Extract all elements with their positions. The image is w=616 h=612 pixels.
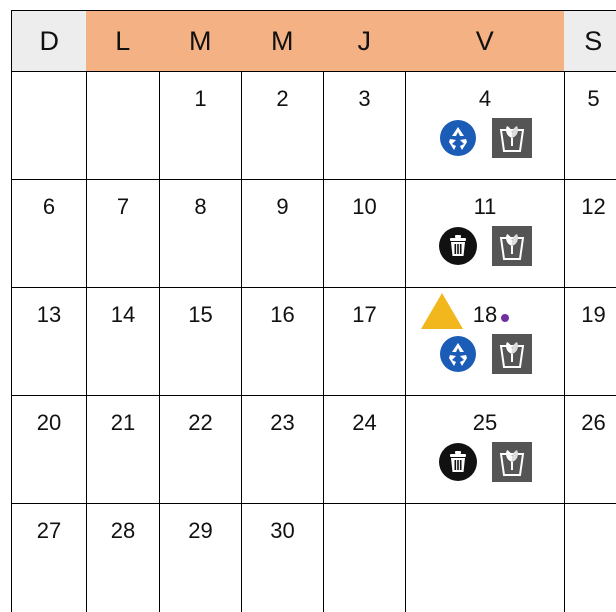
day-cell-22[interactable] [159,396,241,504]
day-number: 29 [188,518,213,543]
day-number: 22 [188,410,213,435]
compost-bin-icon [492,442,532,482]
day-number: 30 [270,518,295,543]
recycle-icon [438,334,478,374]
day-cell-18[interactable] [405,288,564,396]
day-number: 5 [587,86,600,111]
day-cell-27[interactable] [11,504,86,612]
day-cell-19[interactable] [564,288,616,396]
day-number: 3 [358,86,371,111]
collection-icons [406,226,564,266]
event-dot-icon [501,314,509,322]
empty-day-cell [86,72,159,180]
day-cell-3[interactable] [323,72,405,180]
day-cell-8[interactable] [159,180,241,288]
day-number: 21 [110,410,136,435]
day-cell-14[interactable] [86,288,159,396]
day-cell-17[interactable] [323,288,405,396]
day-number: 4 [478,86,492,111]
day-number: 16 [270,302,295,327]
day-number: 25 [472,410,498,435]
day-number: 17 [352,302,377,327]
weekday-header-1: L [86,10,161,72]
day-cell-13[interactable] [11,288,86,396]
collection-icons [406,118,564,158]
empty-day-cell [11,72,86,180]
day-cell-20[interactable] [11,396,86,504]
day-cell-4[interactable] [405,72,564,180]
day-cell-21[interactable] [86,396,159,504]
day-cell-23[interactable] [241,396,323,504]
day-cell-29[interactable] [159,504,241,612]
day-number: 9 [276,194,289,219]
day-number: 1 [194,86,207,111]
day-cell-2[interactable] [241,72,323,180]
day-cell-15[interactable] [159,288,241,396]
day-number: 2 [276,86,289,111]
day-number: 19 [581,302,606,327]
day-cell-30[interactable] [241,504,323,612]
day-number: 28 [110,518,136,543]
day-cell-24[interactable] [323,396,405,504]
empty-day-cell [323,504,405,612]
day-cell-5[interactable] [564,72,616,180]
day-number: 6 [42,194,56,219]
day-cell-28[interactable] [86,504,159,612]
day-cell-9[interactable] [241,180,323,288]
compost-bin-icon [492,334,532,374]
day-cell-6[interactable] [11,180,86,288]
day-number: 24 [352,410,377,435]
compost-bin-icon [492,226,532,266]
day-cell-10[interactable] [323,180,405,288]
weekday-header-4: J [323,10,407,72]
weekday-header-2: M [159,10,243,72]
calendar [11,10,616,602]
day-number: 11 [473,194,497,219]
day-number: 20 [36,410,62,435]
day-number: 18 [472,302,498,327]
trash-icon [438,226,478,266]
day-cell-12[interactable] [564,180,616,288]
day-number: 23 [270,410,295,435]
day-cell-1[interactable] [159,72,241,180]
collection-icons [406,442,564,482]
day-number: 14 [110,302,136,327]
weekday-header-3: M [241,10,325,72]
collection-icons [406,334,564,374]
day-number: 10 [352,194,377,219]
weekday-header-0: D [11,10,88,72]
recycle-icon [438,118,478,158]
day-cell-25[interactable] [405,396,564,504]
day-cell-7[interactable] [86,180,159,288]
day-number: 27 [36,518,62,543]
day-number: 12 [581,194,606,219]
empty-day-cell [405,504,564,612]
day-number: 13 [36,302,62,327]
day-number: 8 [194,194,207,219]
day-number: 7 [116,194,130,219]
trash-icon [438,442,478,482]
day-number: 26 [581,410,606,435]
compost-bin-icon [492,118,532,158]
empty-day-cell [564,504,616,612]
day-number: 15 [188,302,213,327]
day-cell-11[interactable] [405,180,564,288]
weekday-header-5: V [405,10,566,72]
day-cell-26[interactable] [564,396,616,504]
weekday-header-6: S [564,10,616,72]
day-cell-16[interactable] [241,288,323,396]
